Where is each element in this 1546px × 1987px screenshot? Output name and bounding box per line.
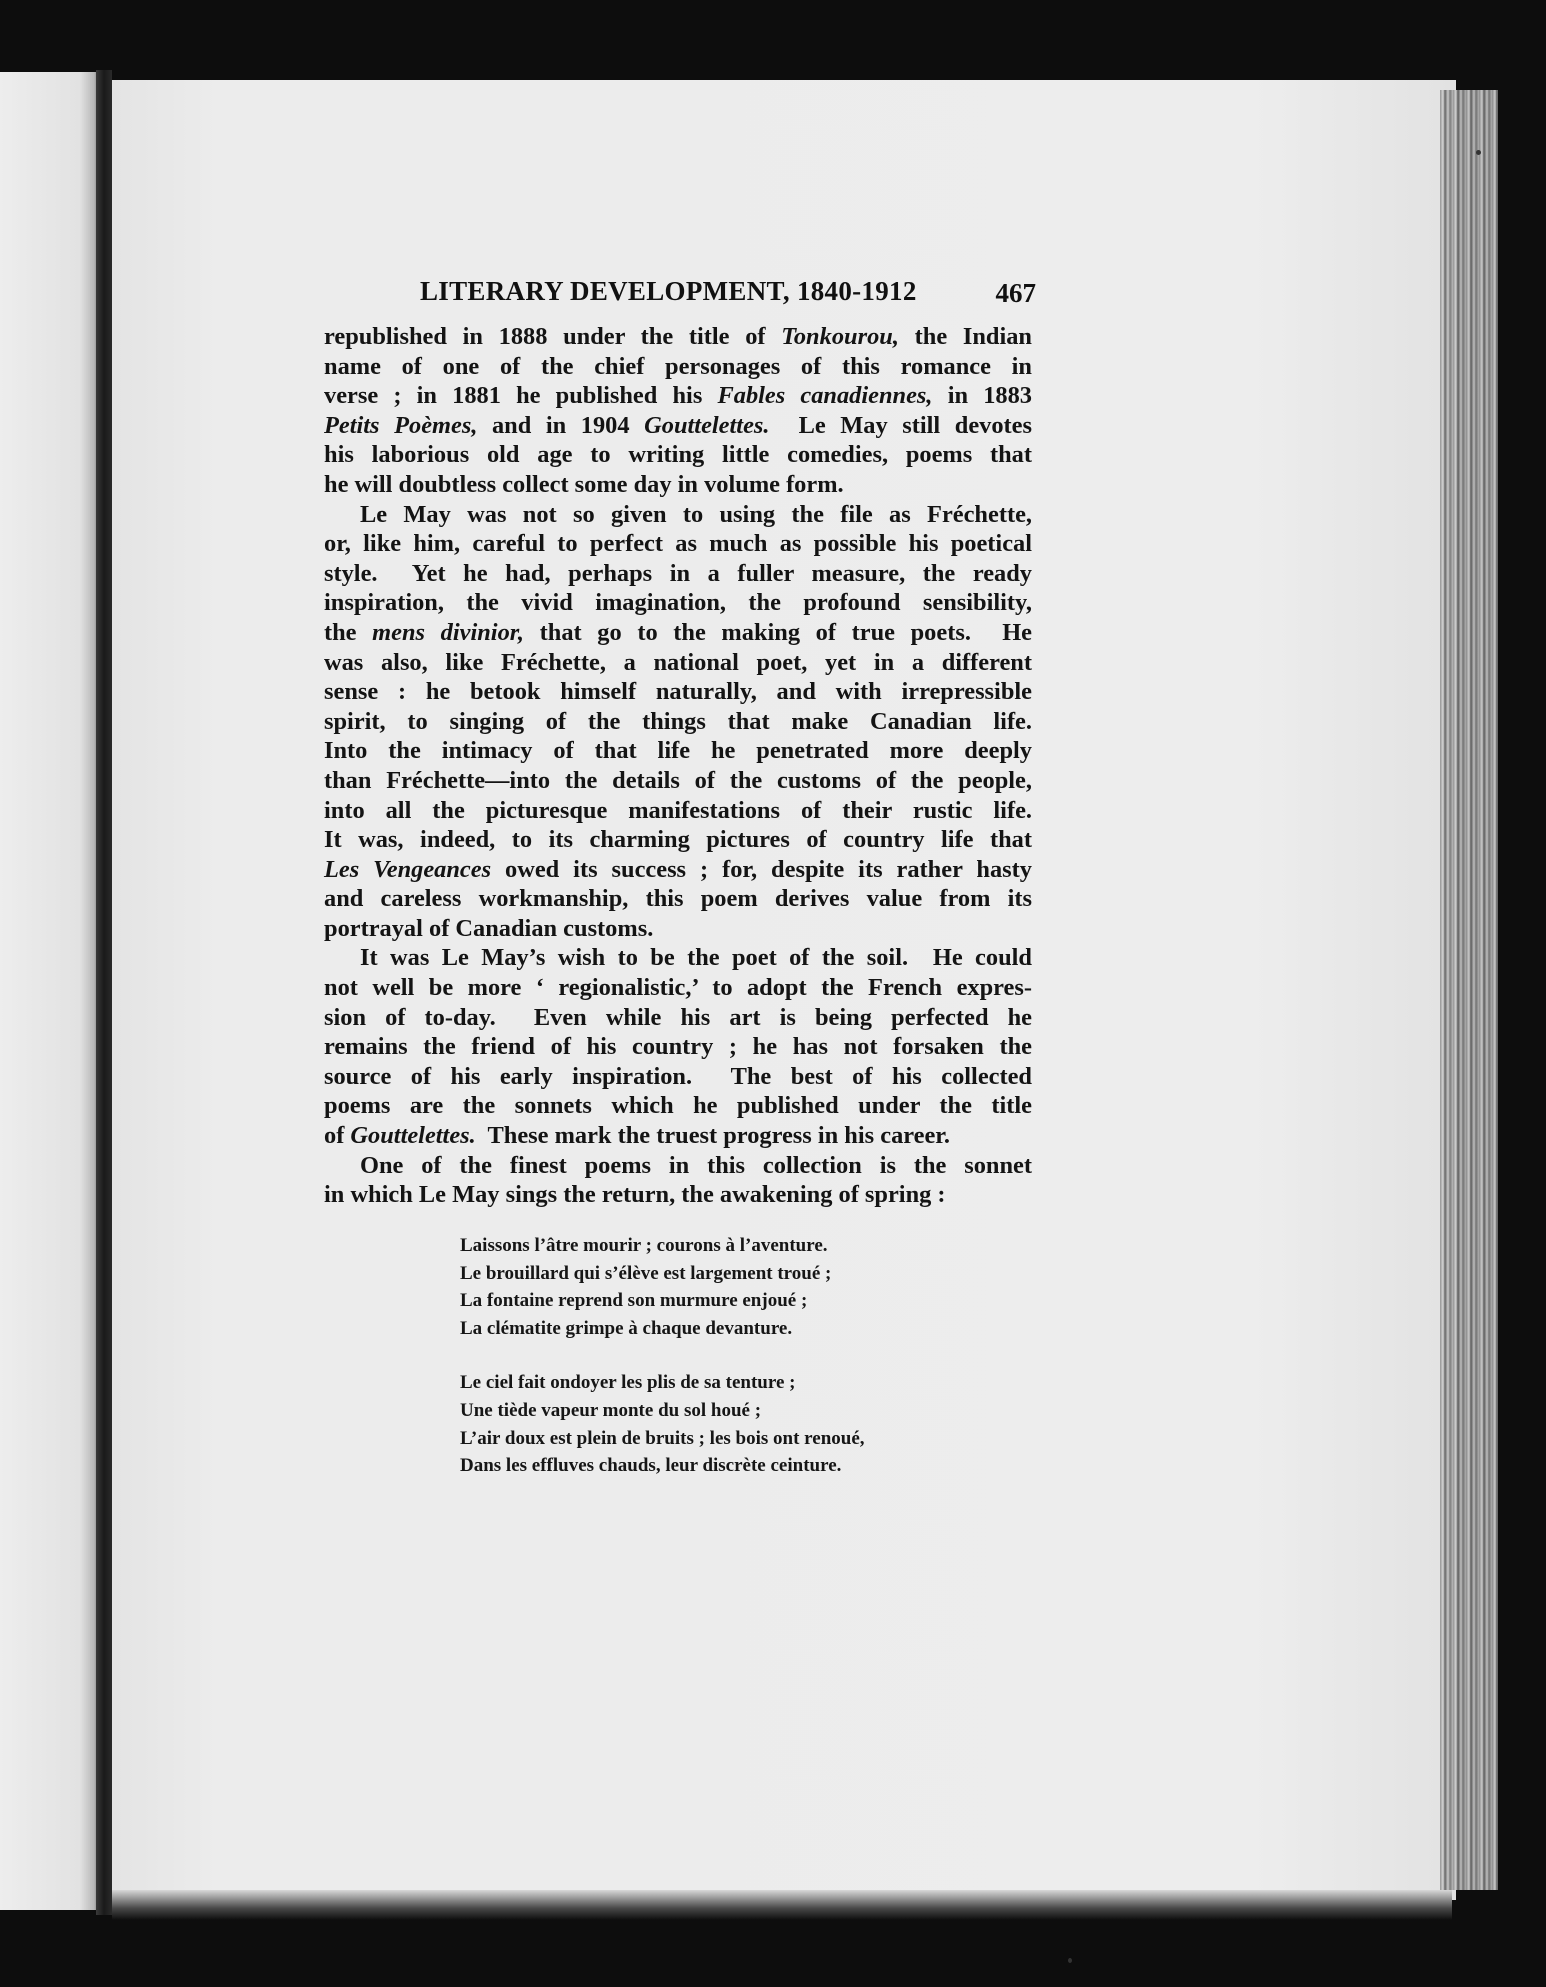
scan-speck	[1068, 1958, 1072, 1963]
poem-line: La fontaine reprend son murmure enjoué ;	[460, 1290, 808, 1312]
text-line	[324, 796, 1032, 826]
italic-title: Gouttelettes.	[644, 411, 770, 439]
poem-line: La clématite grimpe à chaque devanture.	[460, 1317, 793, 1339]
text-line	[324, 736, 1032, 766]
text-line	[324, 322, 1032, 352]
text-line	[324, 943, 1032, 973]
body-text	[324, 322, 1032, 1210]
italic-title: Fables canadiennes,	[717, 382, 933, 410]
text-line	[324, 677, 1032, 707]
text-segment: spirit, to singing of the things that make Canadian life.	[324, 707, 1032, 735]
text-segment: style. Yet he had, perhaps in a fuller measure, the ready	[324, 559, 1032, 587]
text-line	[324, 1151, 1032, 1181]
book-gutter	[96, 70, 112, 1915]
poem-stanza-1	[460, 1232, 980, 1342]
text-line	[324, 707, 1032, 737]
italic-title: mens divinior,	[372, 618, 525, 646]
text-line	[324, 1091, 1032, 1121]
sonnet-excerpt	[460, 1232, 980, 1507]
text-line	[324, 559, 1032, 589]
text-line	[324, 1062, 1032, 1092]
text-line	[324, 411, 1032, 441]
text-segment: portrayal of Canadian customs.	[324, 914, 654, 942]
italic-title: Gouttelettes.	[350, 1122, 476, 1150]
text-line	[324, 588, 1032, 618]
text-segment: Le May was not so given to using the file as Fréchette,	[360, 500, 1032, 528]
italic-title: Les Vengeances	[324, 855, 492, 883]
text-segment: in which Le May sings the return, the awakening of spring :	[324, 1181, 946, 1209]
text-segment: into all the picturesque manifestations of their rustic life.	[324, 796, 1032, 824]
poem-line: Le brouillard qui s’élève est largement troué ;	[460, 1262, 832, 1284]
text-line	[324, 381, 1032, 411]
text-line	[324, 470, 1032, 500]
text-segment: the Indian	[898, 323, 1032, 350]
text-line	[324, 648, 1032, 678]
page-stack-edge	[1440, 90, 1500, 1890]
text-segment: he will doubtless collect some day in volume form.	[324, 470, 844, 498]
text-segment: sense : he betook himself naturally, and with irrepressible	[324, 678, 1032, 706]
text-segment: verse ; in 1881 he published his	[324, 382, 718, 410]
text-segment: and careless workmanship, this poem derives value from its	[324, 885, 1032, 913]
page-header	[420, 276, 1036, 316]
italic-title: Petits Poèmes,	[324, 411, 478, 439]
text-segment: republished in 1888 under the title of	[324, 323, 782, 350]
text-line	[324, 618, 1032, 648]
poem-line: Laissons l’âtre mourir ; courons à l’aventure.	[460, 1235, 828, 1256]
text-segment: inspiration, the vivid imagination, the profound sensibility,	[324, 589, 1032, 617]
text-line	[324, 855, 1032, 885]
text-line	[324, 1032, 1032, 1062]
page-bottom-edge	[112, 1890, 1452, 1920]
poem-line: L’air doux est plein de bruits ; les bois ont renoué,	[460, 1427, 865, 1449]
text-segment: sion of to-day. Even while his art is being perfected he	[324, 1003, 1032, 1031]
text-segment: It was Le May’s wish to be the poet of the soil. He could	[360, 944, 1032, 972]
text-line	[324, 914, 1032, 944]
poem-line: Une tiède vapeur monte du sol houé ;	[460, 1399, 762, 1421]
text-segment: or, like him, careful to perfect as much as possible his poetical	[324, 530, 1032, 558]
text-line	[324, 973, 1032, 1003]
text-line	[324, 825, 1032, 855]
text-line	[324, 529, 1032, 559]
text-segment: source of his early inspiration. The best of his collected	[324, 1062, 1032, 1090]
text-segment: remains the friend of his country ; he has not forsaken the	[324, 1033, 1032, 1061]
text-line	[324, 1180, 1032, 1210]
text-segment: name of one of the chief personages of this romance in	[324, 352, 1032, 380]
text-segment: was also, like Fréchette, a national poet, yet in a different	[324, 648, 1032, 676]
text-segment: It was, indeed, to its charming pictures of country life that	[324, 826, 1032, 854]
text-segment: Into the intimacy of that life he penetrated more deeply	[324, 737, 1032, 765]
text-line	[324, 352, 1032, 382]
text-line	[324, 1003, 1032, 1033]
poem-line: Le ciel fait ondoyer les plis de sa tenture ;	[460, 1372, 796, 1394]
page-number: 467	[995, 278, 1036, 308]
poem-stanza-2	[460, 1369, 980, 1479]
text-segment: not well be more ‘ regionalistic,’ to adopt the French expres-	[324, 974, 1032, 1002]
text-line	[324, 440, 1032, 470]
facing-page-margin	[0, 72, 100, 1910]
text-segment: in 1883	[932, 382, 1032, 410]
poem-line: Dans les effluves chauds, leur discrète ceinture.	[460, 1455, 842, 1477]
text-segment: owed its success ; for, despite its rather hasty	[491, 855, 1032, 883]
text-line	[324, 884, 1032, 914]
text-segment: the	[324, 618, 373, 646]
text-segment: Le May still devotes	[769, 411, 1032, 439]
scan-border-right	[1498, 60, 1546, 1940]
text-segment: that go to the making of true poets. He	[524, 618, 1032, 646]
text-segment: These mark the truest progress in his career.	[475, 1122, 950, 1150]
text-line	[324, 766, 1032, 796]
text-segment: and in 1904	[477, 411, 645, 439]
text-line	[324, 500, 1032, 530]
text-segment: his laborious old age to writing little comedies, poems that	[324, 441, 1032, 469]
text-segment: of	[324, 1122, 351, 1150]
scan-speck	[1476, 150, 1481, 155]
italic-title: Tonkourou,	[781, 323, 899, 350]
running-head: LITERARY DEVELOPMENT, 1840-1912	[420, 276, 917, 306]
text-line	[324, 1121, 1032, 1151]
text-segment: poems are the sonnets which he published under the title	[324, 1092, 1032, 1120]
text-segment: One of the finest poems in this collection is the sonnet	[360, 1151, 1032, 1179]
text-segment: than Fréchette—into the details of the customs of the people,	[324, 766, 1032, 794]
